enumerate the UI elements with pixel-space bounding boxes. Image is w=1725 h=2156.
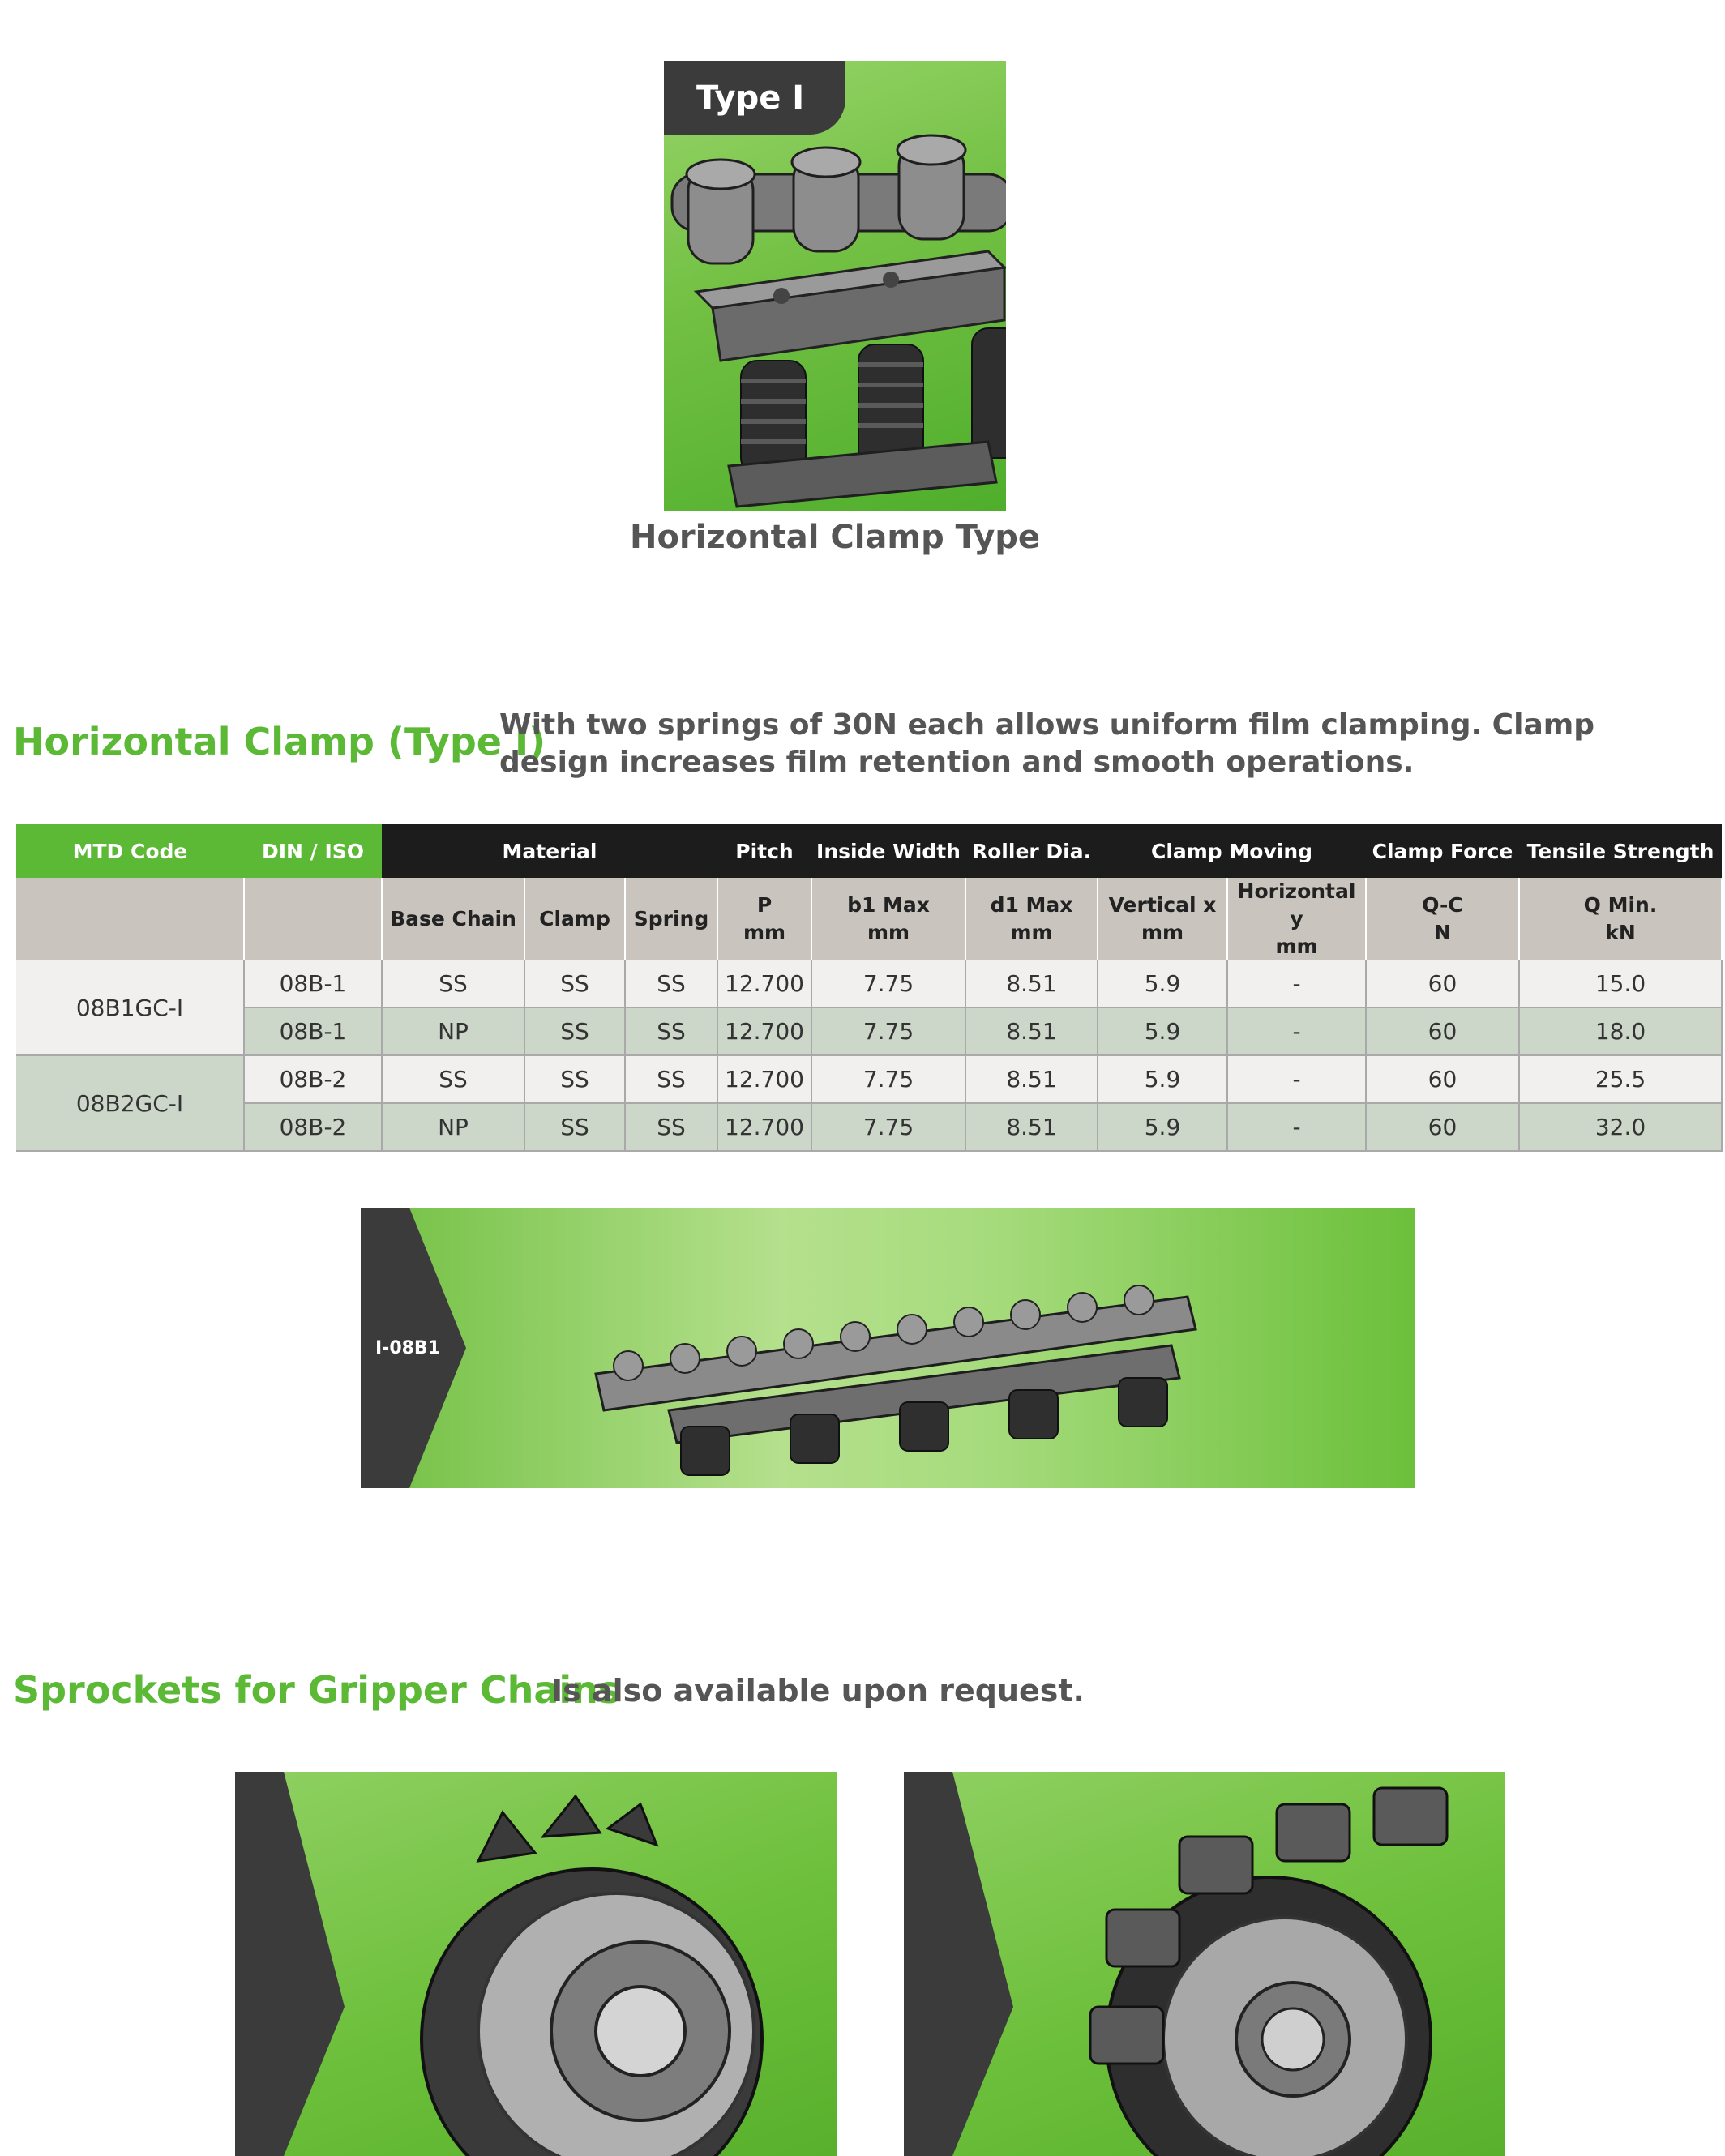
spring-cell: SS (625, 1055, 717, 1103)
mtd-code-cell: 08B2GC-I (16, 1055, 244, 1151)
sub-horizontal: Horizontal y mm (1227, 878, 1366, 960)
base-chain-cell: NP (382, 1103, 524, 1151)
horizontal-cell: - (1227, 1055, 1366, 1103)
col-inside-width: Inside Width (811, 824, 965, 878)
sub-empty (244, 878, 382, 960)
sub-tensile: Q Min. kN (1519, 878, 1722, 960)
tensile-cell: 32.0 (1519, 1103, 1722, 1151)
table-row (16, 960, 1722, 1007)
spring-cell: SS (625, 960, 717, 1007)
din-cell: 08B-2 (244, 1055, 382, 1103)
horizontal-cell: - (1227, 1103, 1366, 1151)
tensile-cell: 25.5 (1519, 1055, 1722, 1103)
force-cell: 60 (1366, 1055, 1519, 1103)
col-tensile-strength: Tensile Strength (1519, 824, 1722, 878)
horizontal-cell: - (1227, 1007, 1366, 1055)
pitch-cell: 12.700 (717, 960, 811, 1007)
sub-empty (16, 878, 244, 960)
table-row (16, 1007, 1722, 1055)
mtd-code-cell: 08B1GC-I (16, 960, 244, 1055)
din-cell: 08B-1 (244, 1007, 382, 1055)
sub-vertical: Vertical x mm (1098, 878, 1227, 960)
clamp-cell: SS (524, 1103, 625, 1151)
table-row (16, 1055, 1722, 1103)
force-cell: 60 (1366, 1007, 1519, 1055)
vertical-cell: 5.9 (1098, 1103, 1227, 1151)
roller-cell: 8.51 (965, 960, 1098, 1007)
sub-base-chain: Base Chain (382, 878, 524, 960)
sprocket-chain-illustration (904, 1772, 1505, 2156)
tensile-cell: 15.0 (1519, 960, 1722, 1007)
roller-cell: 8.51 (965, 1103, 1098, 1151)
clamp-cell: SS (524, 1007, 625, 1055)
sub-force: Q-C N (1366, 878, 1519, 960)
sub-clamp: Clamp (524, 878, 625, 960)
vertical-cell: 5.9 (1098, 1007, 1227, 1055)
force-cell: 60 (1366, 960, 1519, 1007)
width-cell: 7.75 (811, 960, 965, 1007)
banner-label: I-08B1 (375, 1337, 441, 1358)
spring-cell: SS (625, 1103, 717, 1151)
col-mtd-code: MTD Code (16, 824, 244, 878)
din-cell: 08B-2 (244, 1103, 382, 1151)
width-cell: 7.75 (811, 1055, 965, 1103)
vertical-cell: 5.9 (1098, 1055, 1227, 1103)
width-cell: 7.75 (811, 1103, 965, 1151)
col-pitch: Pitch (717, 824, 811, 878)
section-title: Horizontal Clamp (Type I) (13, 720, 546, 764)
col-material: Material (382, 824, 717, 878)
pitch-cell: 12.700 (717, 1007, 811, 1055)
clamp-cell: SS (524, 960, 625, 1007)
pitch-cell: 12.700 (717, 1103, 811, 1151)
force-cell: 60 (1366, 1103, 1519, 1151)
base-chain-cell: SS (382, 960, 524, 1007)
sub-pitch: P mm (717, 878, 811, 960)
base-chain-cell: SS (382, 1055, 524, 1103)
banner-chain-illustration (361, 1208, 1415, 1488)
width-cell: 7.75 (811, 1007, 965, 1055)
vertical-cell: 5.9 (1098, 960, 1227, 1007)
col-din-iso: DIN / ISO (244, 824, 382, 878)
clamp-cell: SS (524, 1055, 625, 1103)
sprockets-title: Sprockets for Gripper Chains (13, 1668, 621, 1712)
roller-cell: 8.51 (965, 1007, 1098, 1055)
section-description: With two springs of 30N each allows uniform film clamping. Clamp design increases film retention and smooth operations. (499, 708, 1595, 779)
header-row-secondary (16, 878, 1722, 960)
horizontal-cell: - (1227, 960, 1366, 1007)
header-row-primary (16, 824, 1722, 878)
sprockets-description: Is also available upon request. (551, 1673, 1085, 1709)
type-i-product-image (664, 61, 1006, 511)
chain-banner (361, 1208, 1415, 1488)
din-cell: 08B-1 (244, 960, 382, 1007)
col-roller-dia: Roller Dia. (965, 824, 1098, 878)
roller-cell: 8.51 (965, 1055, 1098, 1103)
sprocket-illustration (235, 1772, 837, 2156)
sub-roller: d1 Max mm (965, 878, 1098, 960)
tensile-cell: 18.0 (1519, 1007, 1722, 1055)
sub-spring: Spring (625, 878, 717, 960)
sprocket-with-chain-image (904, 1772, 1505, 2156)
type-badge: Type I (664, 61, 845, 135)
type-caption: Horizontal Clamp Type (629, 519, 1041, 556)
spring-cell: SS (625, 1007, 717, 1055)
sprocket-image (235, 1772, 837, 2156)
base-chain-cell: NP (382, 1007, 524, 1055)
col-clamp-moving: Clamp Moving (1098, 824, 1366, 878)
spec-table (16, 824, 1723, 1152)
col-clamp-force: Clamp Force (1366, 824, 1519, 878)
pitch-cell: 12.700 (717, 1055, 811, 1103)
table-row (16, 1103, 1722, 1151)
sub-width: b1 Max mm (811, 878, 965, 960)
